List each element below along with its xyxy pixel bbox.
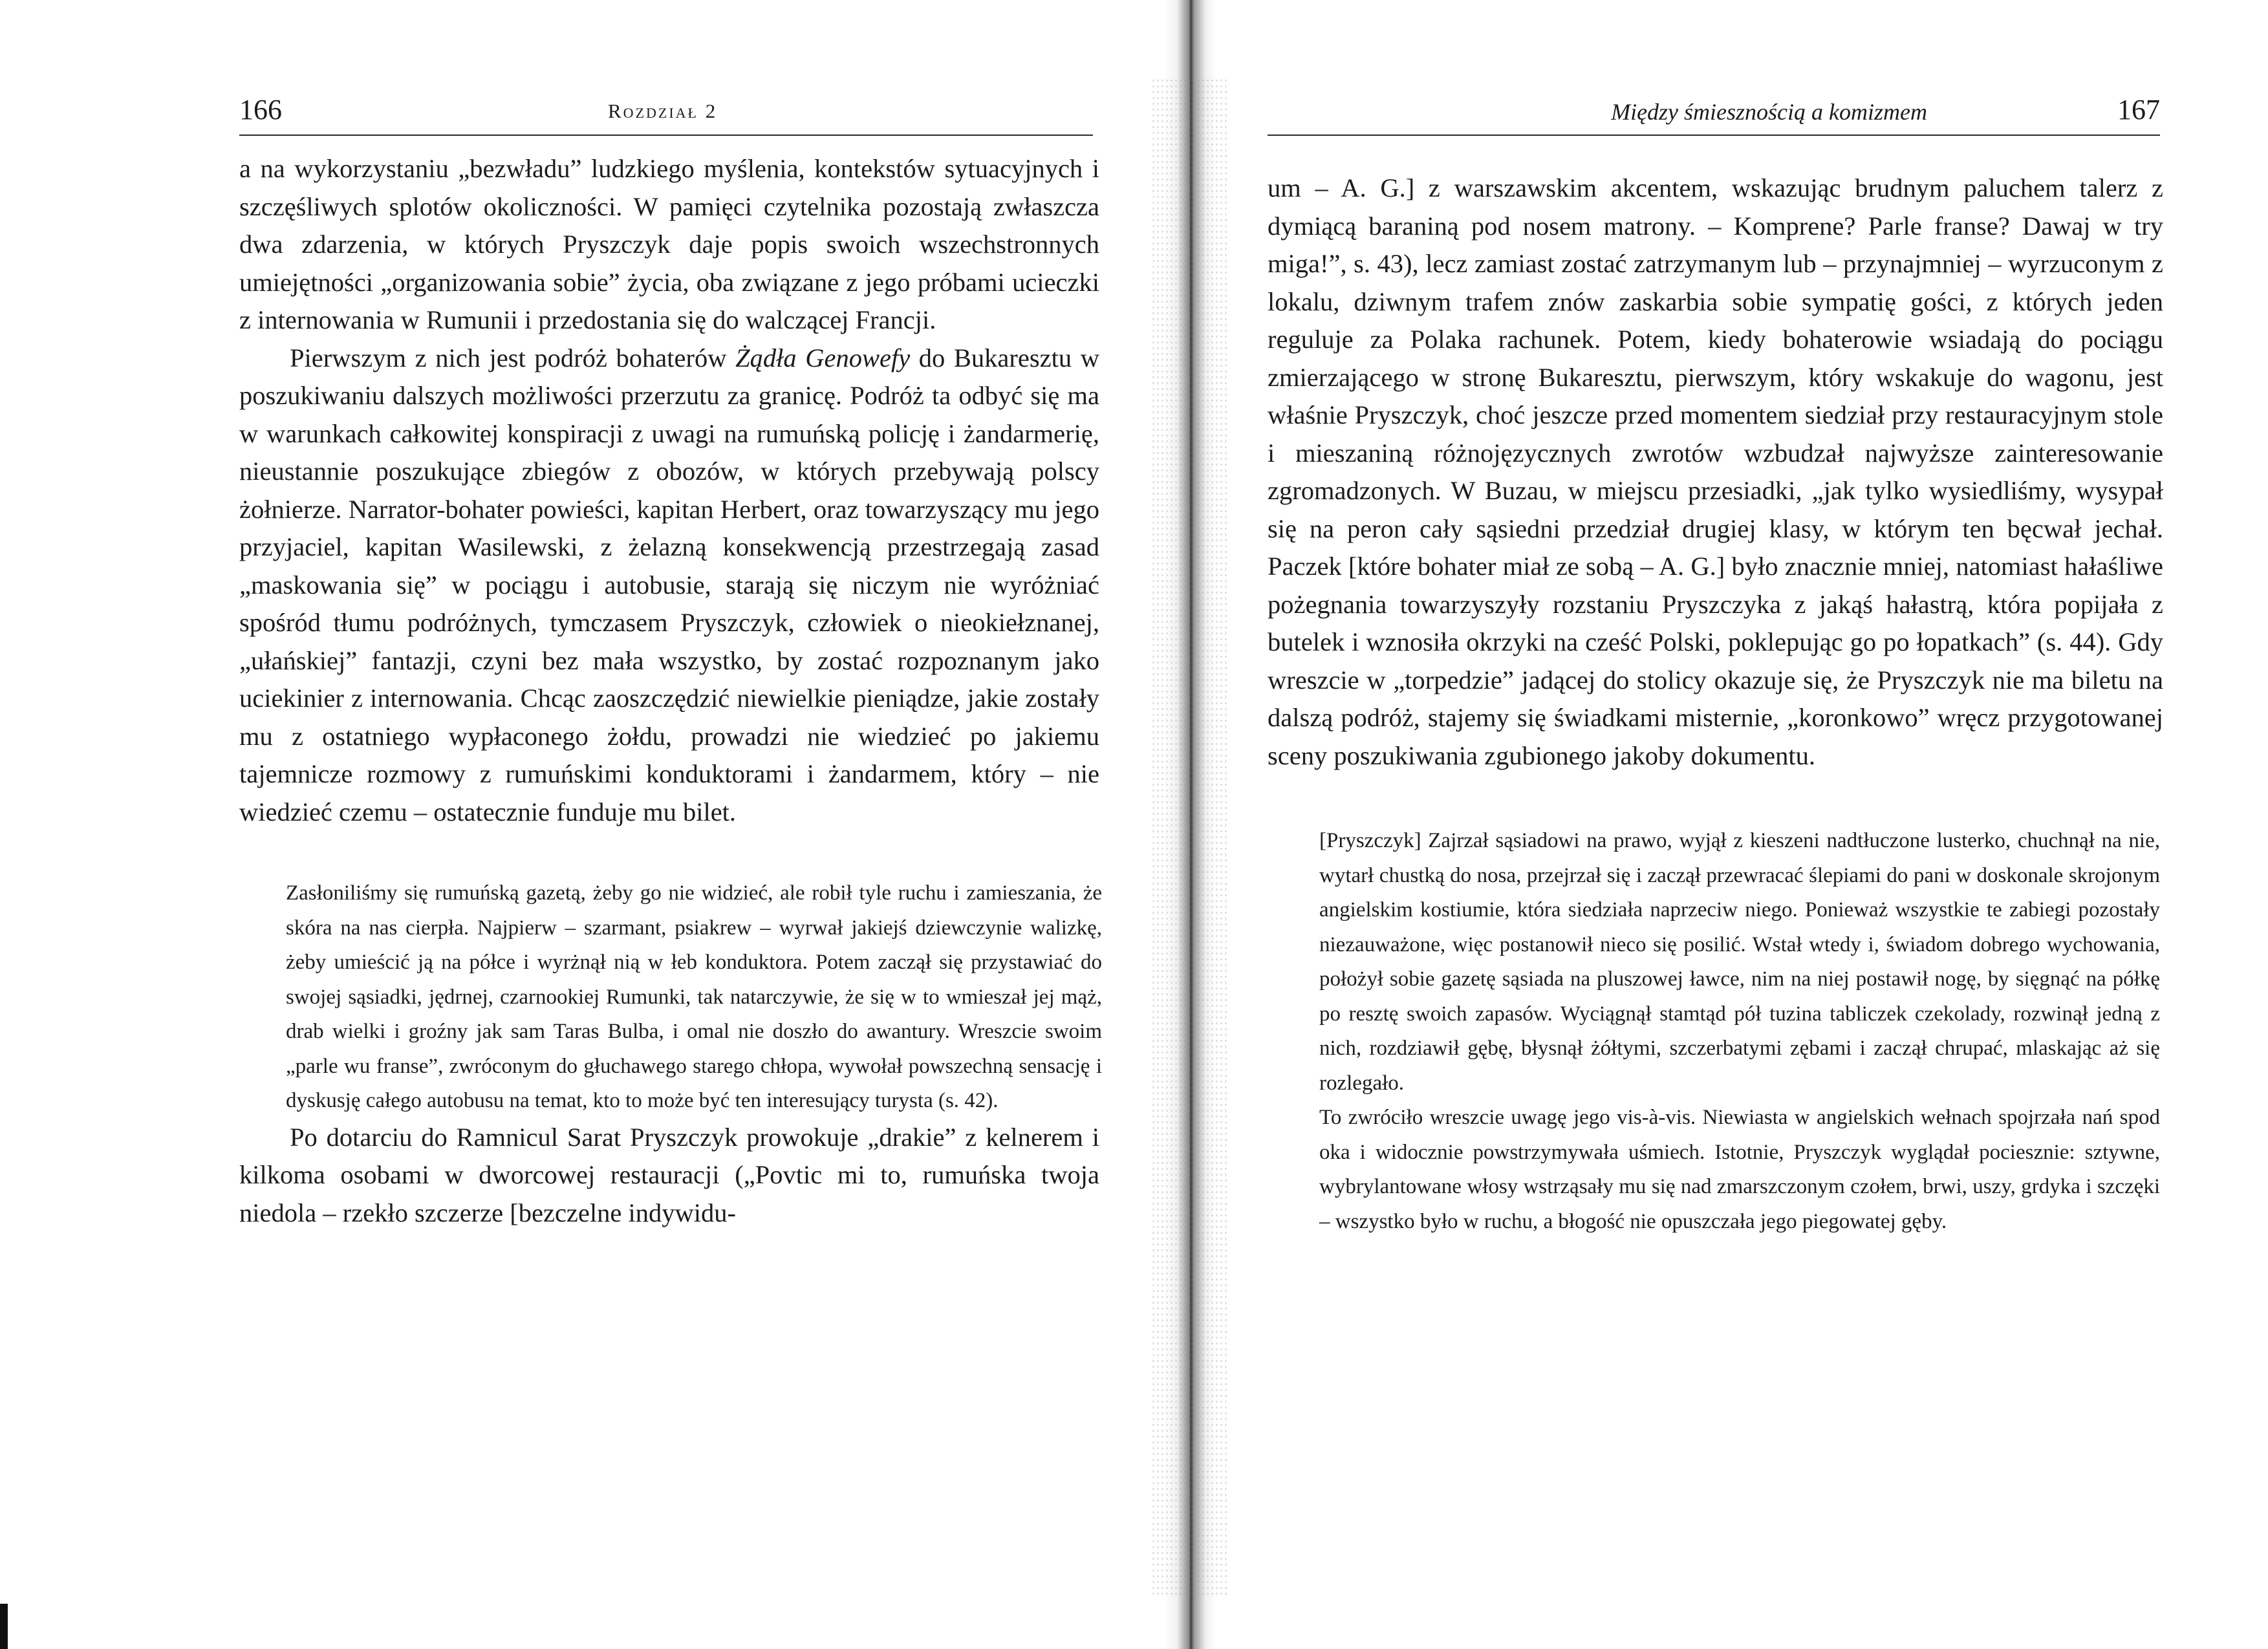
left-header-rule <box>239 135 1093 136</box>
left-paragraph-1: a na wykorzystaniu „bezwładu” ludzkiego myślenia, kontekstów sytuacyjnych i szczęśliwych splotów okoliczności. W pamięci czytelnika pozostają zwłaszcza dwa zdarzenia, w których Pryszczyk daje popis swoich wszechstronnych umiejętności „organizowania sobie” życia, oba związane z jego próbami ucieczki z internowania w Rumunii i przedostania się do walczącej Francji. <box>239 154 1099 334</box>
paragraph-2-prefix: Pierwszym z nich jest podróż bohaterów <box>290 343 736 372</box>
right-running-head <box>1268 91 2160 136</box>
paragraph-2-suffix: do Bukaresztu w poszukiwaniu dalszych możliwości przerzutu za granicę. Podróż ta odbyć się ma w warunkach całkowitej konspiracji z uwagi na rumuńską policję i żandarmerię, nieustannie poszukujące zbiegów z obozów, w których przebywają polscy żołnierze. Narrator-bohater powieści, kapitan Herbert, oraz towarzyszący mu jego przyjaciel, kapitan Wasilewski, z żelazną konsekwencją przestrzegają zasad „maskowania się” w pociągu i autobusie, starają się niczym nie wyróżniać spośród tłumu podróżnych, tymczasem Pryszczyk, człowiek o nieokiełznanej, „ułańskiej” fantazji, czyni bez mała wszystko, by zostać rozpoznanym jako uciekinier z internowania. Chcąc zaoszczędzić niewielkie pieniądze, jakie zostały mu z ostatniego wypłaconego żołdu, prowadzi nie wiedzieć po jakiemu tajemnicze rozmowy z rumuńskimi konduktorami i żandarmem, który – nie wiedzieć czemu – ostatecznie funduje mu bilet. <box>239 343 1099 826</box>
left-quote-text: Zasłoniliśmy się rumuńską gazetą, żeby go nie widzieć, ale robił tyle ruchu i zamieszania, że skóra na nas cierpła. Najpierw – szarmant, psiakrew – wyrwał jakiejś dziewczynie walizkę, żeby umieścić ją na półce i wyrżnął nią w łeb konduktora. Potem zaczął się przystawiać do swojej sąsiadki, jędrnej, czarnookiej Rumunki, tak natarczywie, że się w to wmieszał jej mąż, drab wielki i groźny jak sam Taras Bulba, i omal nie doszło do awantury. Wreszcie swoim „parle wu franse”, zwróconym do głuchawego starego chłopa, wywołał powszechną sensację i dyskusję całego autobusu na temat, kto to może być ten interesujący turysta (s. 42). <box>286 881 1102 1112</box>
section-label: Między śmiesznością a komizmem <box>1611 99 1927 125</box>
right-quote-paragraph-1: [Pryszczyk] Zajrzał sąsiadowi na prawo, wyjął z kieszeni nadtłuczone lusterko, chuchnął na nie, wytarł chustką do nosa, przejrzał się i zaczął przewracać ślepiami do pani w doskonale skrojonym angielskim kostiumie, która siedziała naprzeciw niego. Ponieważ wszystkie te zabiegi pozostały niezauważone, więc postanowił nieco się posilić. Wstał wtedy i, świadom dobrego wychowania, położył sobie gazetę sąsiada na pluszowej ławce, nim na niej postawił nogę, by sięgnąć na półkę po resztę swoich zapasów. Wyciągnął stamtąd pół tuzina tabliczek czekolady, rozwinął jedną z nich, rozdziawił gębę, błysnął żółtymi, szczerbatymi zębami i zaczął chrupać, mlaskając aż się rozlegało. <box>1319 829 2160 1095</box>
left-paragraph-3: Po dotarciu do Ramnicul Sarat Pryszczyk prowokuje „drakie” z kelnerem i kilkoma osobami w dworcowej restauracji („Povtic mi to, rumuńska twoja niedola – rzekło szczerze [bezczelne indywidu- <box>239 1122 1099 1227</box>
left-block-quote <box>286 876 1102 1119</box>
right-page-number: 167 <box>2117 94 2160 125</box>
left-page-number: 166 <box>239 94 282 125</box>
right-page <box>1216 0 2268 1649</box>
right-text-block <box>1268 169 2163 1239</box>
left-paragraph-2 <box>239 339 1099 832</box>
right-block-quote <box>1319 824 2160 1239</box>
left-running-head <box>239 91 1093 136</box>
right-quote-paragraph-2: To zwróciło wreszcie uwagę jego vis-à-vis. Niewiasta w angielskich wełnach spojrzała nań spod oka i widocznie powstrzymywała uśmiech. Istotnie, Pryszczyk wyglądał pociesznie: sztywne, wybrylantowane włosy wstrząsały mu się nad zmarszczonym czołem, brwi, uszy, grdyka i szczęki – wszystko było w ruchu, a błogość nie opuszczała jego piegowatej gęby. <box>1319 1106 2160 1233</box>
left-text-block <box>239 150 1102 1232</box>
right-header-rule <box>1268 135 2160 136</box>
right-paragraph-1: um – A. G.] z warszawskim akcentem, wskazując brudnym paluchem talerz z dymiącą baraniną pod nosem matrony. – Komprene? Parle franse? Dawaj w try miga!”, s. 43), lecz zamiast zostać zatrzymanym lub – przynajmniej – wyrzuconym z lokalu, dziwnym trafem znów zaskarbia sobie sympatię gości, z których jeden reguluje za Polaka rachunek. Potem, kiedy bohaterowie wsiadają do pociągu zmierzającego w stronę Bukaresztu, pierwszym, który wskakuje do wagonu, jest właśnie Pryszczyk, choć jeszcze przed momentem siedział przy restauracyjnym stole i mieszaniną różnojęzycznych zwrotów wzbudzał najwyższe zainteresowanie zgromadzonych. W Buzau, w miejscu przesiadki, „jak tylko wysiedliśmy, wysypał się na peron cały sąsiedni przedział drugiej klasy, w którym ten bęcwał jechał. Paczek [które bohater miał ze sobą – A. G.] było znacznie mniej, natomiast hałaśliwe pożegnania towarzyszyły rozstaniu Pryszczyka z jakąś hałastrą, która popijała z butelek i wznosiła okrzyki na cześć Polski, poklepując go po łopatkach” (s. 44). Gdy wreszcie w „torpedzie” jadącej do stolicy okazuje się, że Pryszczyk nie ma biletu na dalszą podróż, stajemy się świadkami misternie, „koronkowo” wręcz przygotowanej sceny poszukiwania zgubionego jakoby dokumentu. <box>1268 173 2163 770</box>
chapter-label: Rozdział 2 <box>608 100 718 122</box>
novel-title: Żądła Genowefy <box>735 343 911 372</box>
scan-edge-mark <box>0 1604 8 1649</box>
